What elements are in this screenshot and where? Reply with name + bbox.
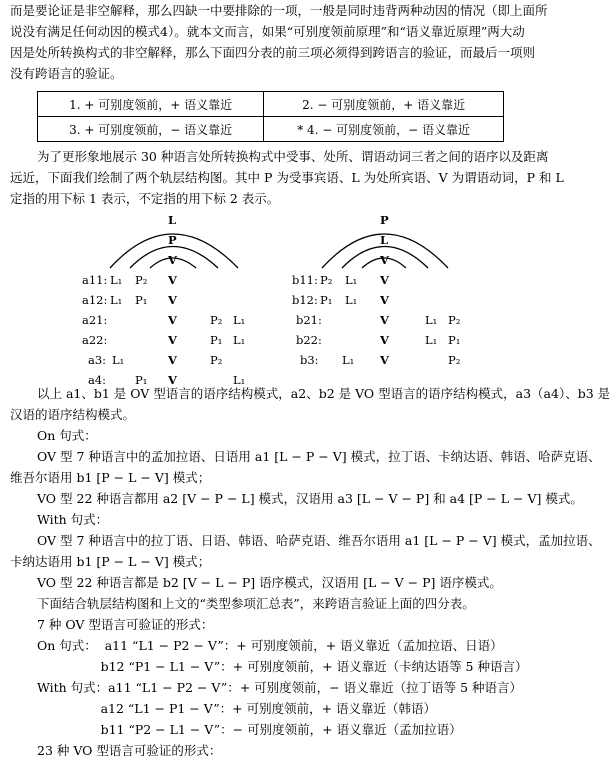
right-row-cell: P₂ [448,353,461,367]
left-row-label: a3: [88,353,107,367]
text-line: With 句式：a11 “L1 − P2 − V”：+ 可别度领前，− 语义靠近（拉丁语等 5 种语言） [37,680,523,695]
left-row-cell: P₂ [210,313,223,327]
text-line: On 句式： [37,428,97,443]
left-row-cell: L₁ [110,273,123,287]
para2-line: 远近，下面我们绘制了两个轨层结构图。其中 P 为受事宾语、L 为处所宾语、V 为谓语动词，P 和 L [10,170,564,185]
left-row-cell: L₁ [112,353,125,367]
text-line: a12 “L1 − P1 − V”：+ 可别度领前，+ 语义靠近（韩语） [37,701,437,716]
left-stack-top: L [168,213,177,227]
right-row-cell: L₁ [425,313,438,327]
right-row-cell: L₁ [345,293,358,307]
text-line: 维吾尔语用 b1 [P − L − V] 模式； [10,470,211,485]
para2-line: 定指的用下标 1 表示，不定指的用下标 2 表示。 [10,191,280,206]
right-stack-mid: L [380,233,389,247]
left-row-label: a12: [82,293,108,307]
table-cell: 1. + 可别度领前，+ 语义靠近 [38,92,264,117]
left-stack-bottom: V [168,253,177,267]
left-row-cell: P₁ [135,293,148,307]
left-row-cell: L₁ [233,333,246,347]
left-row-cell: P₂ [135,273,148,287]
intro-line: 因是处所转换构式的非空解释，那么下面四分表的前三项必须得到跨语言的验证，而最后一项则 [10,45,536,60]
table-cell: 3. + 可别度领前，− 语义靠近 [38,117,264,142]
left-row-cell: V [168,353,177,367]
right-row-cell: P₁ [448,333,461,347]
right-row-cell: V [380,273,389,287]
right-row-cell: L₁ [342,353,355,367]
intro-line: 没有跨语言的验证。 [10,66,123,81]
text-line: 下面结合轨层结构图和上文的“类型参项汇总表”，来跨语言验证上面的四分表。 [37,596,475,611]
left-row-cell: P₁ [210,333,223,347]
right-row-cell: V [380,353,389,367]
text-line: On 句式： a11 “L1 − P2 − V”：+ 可别度领前，+ 语义靠近（孟加拉语、日语） [37,638,503,653]
table-cell: 2. − 可别度领前，+ 语义靠近 [264,92,504,117]
left-row-cell: V [168,333,177,347]
right-row-label: b21: [296,313,322,327]
text-line: b12 “P1 − L1 − V”：+ 可别度领前，+ 语义靠近（卡纳达语等 5 种语言） [37,659,528,674]
left-row-label: a4: [88,373,107,387]
right-row-label: b12: [292,293,318,307]
left-row-cell: V [168,313,177,327]
left-row-cell: V [168,373,177,387]
left-stack-mid: P [168,233,177,247]
left-row-cell: V [168,293,177,307]
table-cell: * 4. − 可别度领前，− 语义靠近 [264,117,504,142]
text-line: 7 种 OV 型语言可验证的形式： [37,617,214,632]
text-line: OV 型 7 种语言中的拉丁语、日语、韩语、哈萨克语、维吾尔语用 a1 [L − P − V] 模式，孟加拉语、 [37,533,601,548]
right-stack-top: P [380,213,389,227]
text-line: 以上 a1、b1 是 OV 型语言的语序结构模式，a2、b2 是 VO 型语言的语序结构模式，a3（a4）、b3 是 [37,386,610,401]
left-row-label: a11: [82,273,108,287]
right-row-cell: P₁ [320,293,333,307]
left-row-cell: P₁ [135,373,148,387]
text-line: VO 型 22 种语言都是 b2 [V − L − P] 语序模式，汉语用 [L − V − P] 语序模式。 [37,575,502,590]
right-row-cell: V [380,333,389,347]
right-row-cell: L₁ [425,333,438,347]
left-row-cell: P₂ [210,353,223,367]
text-line: b11 “P2 − L1 − V”：− 可别度领前，+ 语义靠近（孟加拉语） [37,722,462,737]
left-row-cell: L₁ [233,313,246,327]
text-line: VO 型 22 种语言都用 a2 [V − P − L] 模式，汉语用 a3 [L − V − P] 和 a4 [P − L − V] 模式。 [37,491,583,506]
text-line: With 句式： [37,512,109,527]
text-line: 23 种 VO 型语言可验证的形式： [37,743,222,758]
text-line: 汉语的语序结构模式。 [10,407,136,422]
left-row-label: a21: [82,313,108,327]
intro-line: 而是要论证是非空解释，那么四缺一中要排除的一项，一般是同时违背两种动因的情况（即上面所 [10,3,548,18]
text-line: 卡纳达语用 b1 [P − L − V] 模式； [10,554,211,569]
right-row-label: b22: [296,333,322,347]
intro-line: 说没有满足任何动因的模式4）。就本文而言，如果“可别度领前原理”和“语义靠近原理”两大动 [10,24,525,39]
right-row-cell: L₁ [345,273,358,287]
right-row-cell: V [380,293,389,307]
right-row-cell: P₂ [448,313,461,327]
right-row-cell: V [380,313,389,327]
right-row-label: b3: [300,353,319,367]
left-row-cell: L₁ [110,293,123,307]
left-row-cell: L₁ [233,373,246,387]
para2-line: 为了更形象地展示 30 种语言处所转换构式中受事、处所、谓语动词三者之间的语序以及距离 [37,149,549,164]
right-row-cell: P₂ [320,273,333,287]
left-row-cell: V [168,273,177,287]
right-stack-bottom: V [380,253,389,267]
left-row-label: a22: [82,333,108,347]
right-row-label: b11: [292,273,318,287]
text-line: OV 型 7 种语言中的孟加拉语、日语用 a1 [L − P − V] 模式，拉丁语、卡纳达语、韩语、哈萨克语、 [37,449,601,464]
